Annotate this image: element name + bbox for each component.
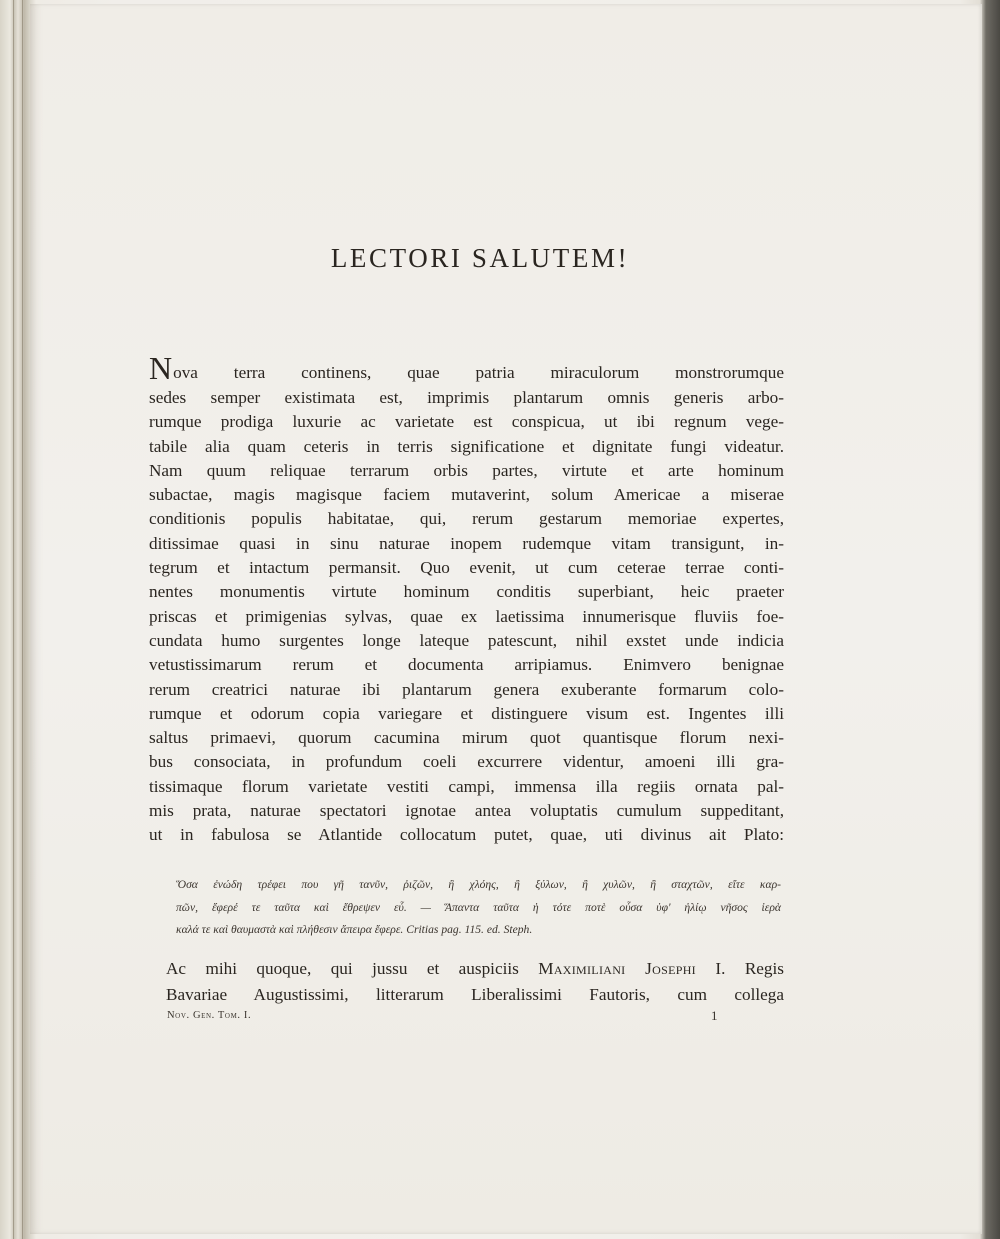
text-line: Nam quum reliquae terrarum orbis partes, virtute et arte hominum [149, 460, 784, 480]
text-line: rumque et odorum copia variegare et distinguere visum est. Ingentes illi [149, 703, 784, 723]
binding-edge-line [13, 0, 14, 1239]
page-title: LECTORI SALUTEM! [330, 243, 630, 273]
text-segment: I. Regis [695, 959, 784, 978]
greek-quotation [176, 874, 781, 942]
text-line: ditissimae quasi in sinu naturae inopem rudemque vitam transigunt, in- [149, 533, 784, 553]
quote-line: πῶν, ἔφερέ τε ταῦτα καὶ ἔθρεψεν εὖ. — Ἅπαντα ταῦτα ἡ τότε ποτὲ οὖσα ὑφ' ἡλίῳ νῆσος ἱερὰ [176, 900, 781, 914]
text-line: mis prata, naturae spectatori ignotae antea voluptatis cumulum suppeditant, [149, 801, 784, 821]
king-name: Maximiliani Josephi [538, 959, 696, 978]
dropcap-letter: N [149, 350, 173, 386]
text-line: tabile alia quam ceteris in terris significatione et dignitate fungi videatur. [149, 436, 784, 456]
signature-mark: Nov. Gen. Tom. I. [167, 1010, 252, 1021]
text-line: sedes semper existimata est, imprimis plantarum omnis generis arbo- [149, 388, 784, 407]
binding-edge-line [22, 0, 23, 1239]
text-line-1 [149, 350, 784, 386]
paragraph-1 [149, 350, 784, 848]
text-line: Bavariae Augustissimi, litterarum Liberalissimi Fautoris, cum collega [166, 984, 784, 1004]
text-line: rerum creatrici naturae ibi plantarum genera exuberante formarum colo- [149, 679, 784, 699]
quote-line: Ὅσα ἐνώδη τρέφει που γῆ τανῦν, ῥιζῶν, ἢ χλόης, ἢ ξύλων, ἢ χυλῶν, ἢ σταχτῶν, εἴτε καρ- [176, 878, 781, 891]
paragraph-2 [166, 956, 784, 1007]
text-line: saltus primaevi, quorum cacumina mirum quot quantisque florum nexi- [149, 728, 784, 748]
text-line: bus consociata, in profundum coeli excurrere videntur, amoeni illi gra- [149, 752, 784, 772]
text-line: ut in fabulosa se Atlantide collocatum putet, quae, uti divinus ait Plato: [149, 825, 784, 845]
text-line: tegrum et intactum permansit. Quo evenit, ut cum ceterae terrae conti- [149, 558, 784, 578]
text-line: conditionis populis habitatae, qui, rerum gestarum memoriae expertes, [149, 509, 784, 529]
text-line-content: ova terra continens, quae patria miraculorum monstrorumque [173, 363, 784, 382]
text-line: priscas et primigenias sylvas, quae ex laetissima innumerisque fluviis foe- [149, 606, 784, 626]
text-line: cundata humo surgentes longe lateque patescunt, nihil exstet unde indicia [149, 630, 784, 650]
text-line [166, 956, 784, 982]
text-line: vetustissimarum rerum et documenta arripiamus. Enimvero benignae [149, 655, 784, 675]
page-number: 1 [711, 1008, 718, 1023]
text-segment: Ac mihi quoque, qui jussu et auspiciis [166, 959, 539, 978]
text-line: rumque prodiga luxurie ac varietate est conspicua, ut ibi regnum vege- [149, 412, 784, 432]
text-line: nentes monumentis virtute hominum conditis superbiant, heic praeter [149, 582, 784, 602]
quote-line: καλά τε καὶ θαυμαστὰ καὶ πλήθεσιν ἄπειρα ἔφερε. Critias pag. 115. ed. Steph. [176, 923, 533, 936]
text-line: tissimaque florum varietate vestiti campi, immensa illa regiis ornata pal- [149, 776, 784, 796]
text-line: subactae, magis magisque faciem mutaverint, solum Americae a miserae [149, 485, 784, 505]
